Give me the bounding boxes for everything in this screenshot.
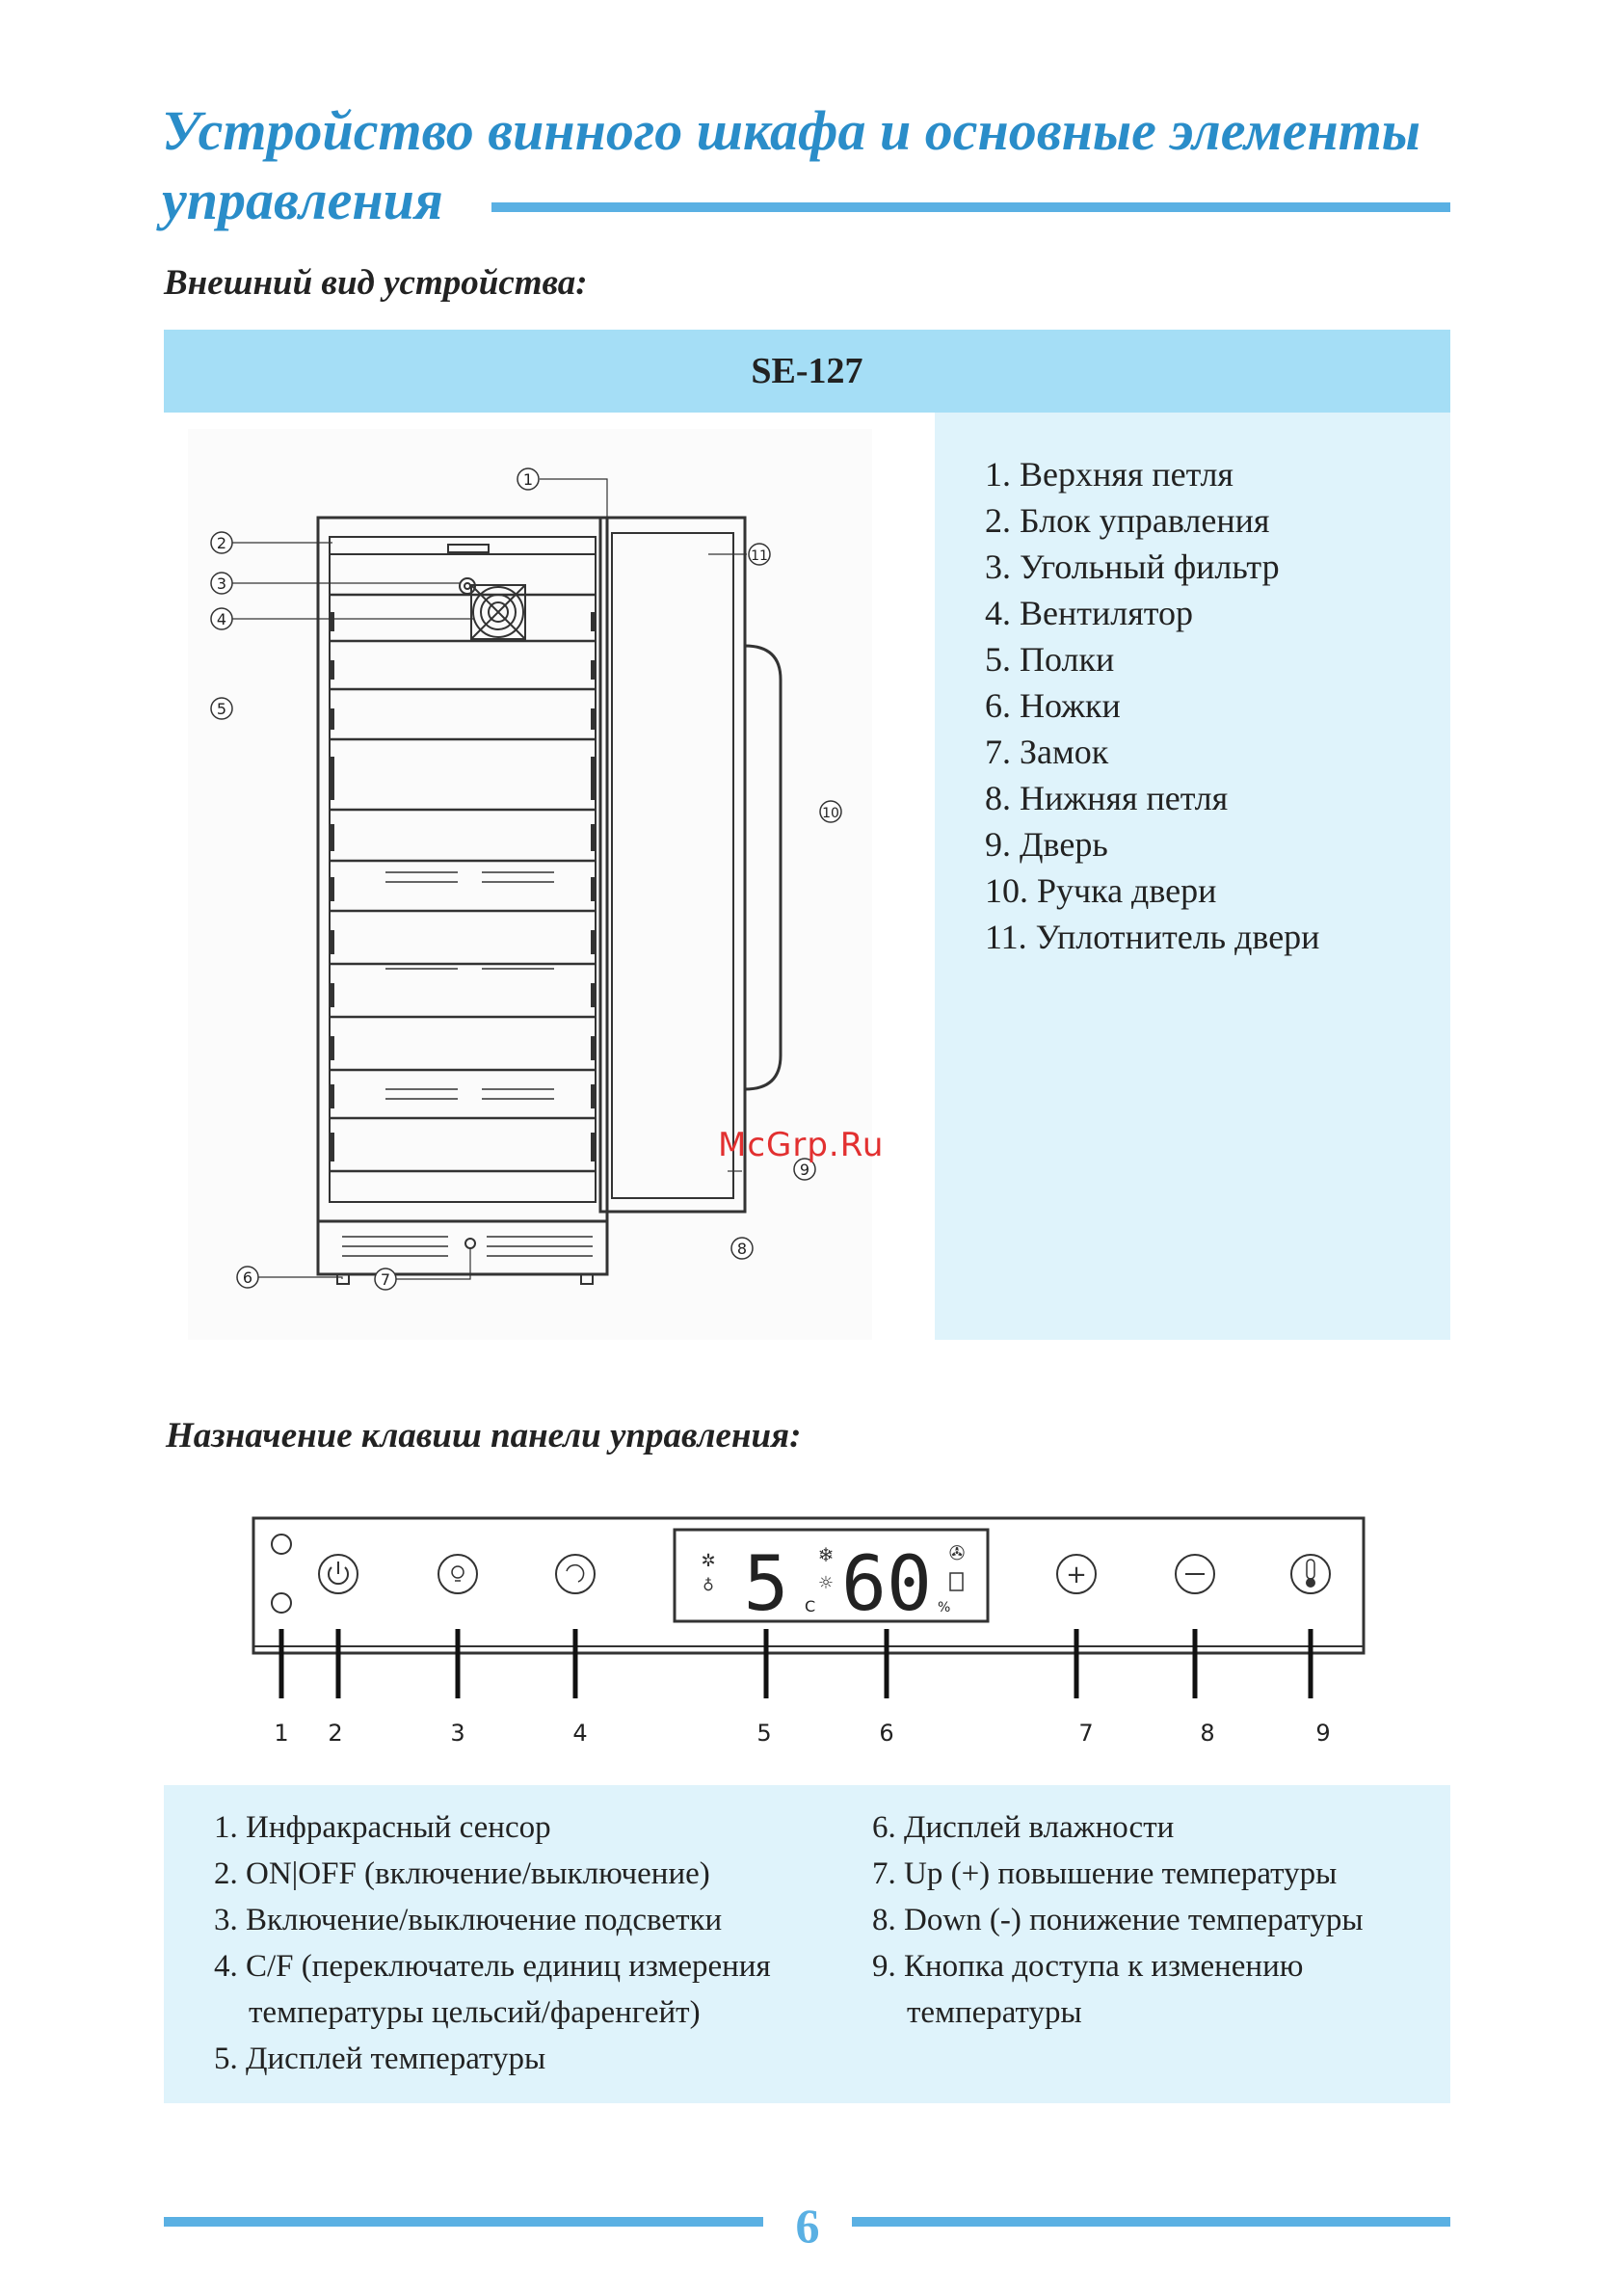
bulb-indicator-icon: ♁ (703, 1576, 714, 1594)
list-item: 1. Верхняя петля (985, 455, 1233, 494)
title-rule (491, 202, 1450, 212)
callout-7: 7 (380, 1270, 391, 1289)
footer-rule-left (164, 2217, 763, 2227)
temperature-display: 5 (743, 1541, 789, 1628)
model-header: SE-127 (164, 330, 1450, 413)
footer-rule-right (852, 2217, 1450, 2227)
cooling-indicator-icon: ❄ (817, 1543, 835, 1566)
cf-toggle-button[interactable] (556, 1555, 595, 1593)
panel-callout-8: 8 (1200, 1720, 1215, 1747)
watermark: McGrp.Ru (718, 1126, 885, 1164)
keys-description (164, 1785, 1450, 2103)
page-number: 6 (795, 2199, 820, 2253)
down-button[interactable] (1176, 1555, 1214, 1593)
callout-2: 2 (216, 534, 227, 552)
callout-11: 11 (751, 548, 768, 564)
display-screen (675, 1530, 988, 1628)
list-item: 2. ON|OFF (включение/выключение) (214, 1856, 710, 1891)
list-item: 3. Включение/выключение подсветки (214, 1903, 723, 1937)
light-indicator-icon: ✲ (701, 1551, 716, 1571)
list-item: 5. Дисплей температуры (214, 2042, 546, 2076)
up-button[interactable] (1057, 1555, 1096, 1593)
panel-callout-7: 7 (1078, 1720, 1094, 1747)
power-button[interactable] (319, 1555, 358, 1593)
list-item: 8. Down (-) понижение температуры (872, 1903, 1364, 1937)
list-item: 8. Нижняя петля (985, 779, 1229, 817)
heating-indicator-icon: ☼ (817, 1573, 835, 1593)
callout-10: 10 (822, 806, 839, 821)
list-item: 7. Up (+) повышение температуры (872, 1856, 1338, 1891)
humidity-display: 60 (841, 1541, 932, 1628)
plus-icon: + (1066, 1561, 1087, 1589)
control-panel-drawing (246, 1513, 1373, 1764)
list-item: 11. Уплотнитель двери (985, 918, 1320, 956)
callout-9: 9 (799, 1161, 810, 1179)
section-appearance-heading: Внешний вид устройства: (164, 263, 588, 303)
control-panel-diagram (246, 1513, 1373, 1769)
callout-3: 3 (216, 574, 227, 593)
cabinet-drawing (188, 429, 872, 1340)
callout-5: 5 (216, 700, 227, 718)
panel-callout-6: 6 (879, 1720, 894, 1747)
section-keys-heading: Назначение клавиш панели управления: (166, 1416, 802, 1455)
list-item: 4. Вентилятор (985, 594, 1194, 632)
list-item: 9. Кнопка доступа к изменению температуры (872, 1949, 1304, 2030)
page-title: Устройство винного шкафа и основные элементы управления (162, 99, 1421, 231)
temperature-unit: C (805, 1597, 816, 1615)
list-item: 5. Полки (985, 640, 1115, 679)
list-item: 3. Угольный фильтр (985, 547, 1280, 586)
callout-6: 6 (242, 1268, 253, 1287)
callout-1: 1 (522, 470, 534, 489)
cabinet-diagram (188, 429, 872, 1340)
callout-8: 8 (736, 1240, 748, 1258)
panel-callout-5: 5 (756, 1720, 772, 1747)
fan-indicator-icon: ✇ (948, 1541, 966, 1564)
list-item: 4. C/F (переключатель единиц измерения температуры цельсий/фаренгейт) (214, 1949, 771, 2030)
parts-list (985, 451, 1319, 960)
light-button[interactable] (438, 1555, 477, 1593)
panel-callout-3: 3 (450, 1720, 465, 1747)
panel-callout-4: 4 (572, 1720, 588, 1747)
list-item: 2. Блок управления (985, 501, 1270, 540)
list-item: 10. Ручка двери (985, 871, 1217, 910)
humidity-unit: % (938, 1600, 951, 1615)
list-item: 1. Инфракрасный сенсор (214, 1810, 551, 1845)
list-item: 6. Ножки (985, 686, 1121, 725)
list-item: 9. Дверь (985, 825, 1108, 864)
callout-4: 4 (216, 610, 227, 628)
panel-callout-1: 1 (274, 1720, 289, 1747)
panel-callout-9: 9 (1315, 1720, 1331, 1747)
list-item: 7. Замок (985, 733, 1109, 771)
panel-callout-2: 2 (328, 1720, 343, 1747)
keys-list-left (214, 1804, 771, 2082)
parts-legend (935, 413, 1450, 1340)
keys-list-right (872, 1804, 1364, 2036)
temperature-access-button[interactable] (1291, 1555, 1330, 1593)
list-item: 6. Дисплей влажности (872, 1810, 1175, 1845)
